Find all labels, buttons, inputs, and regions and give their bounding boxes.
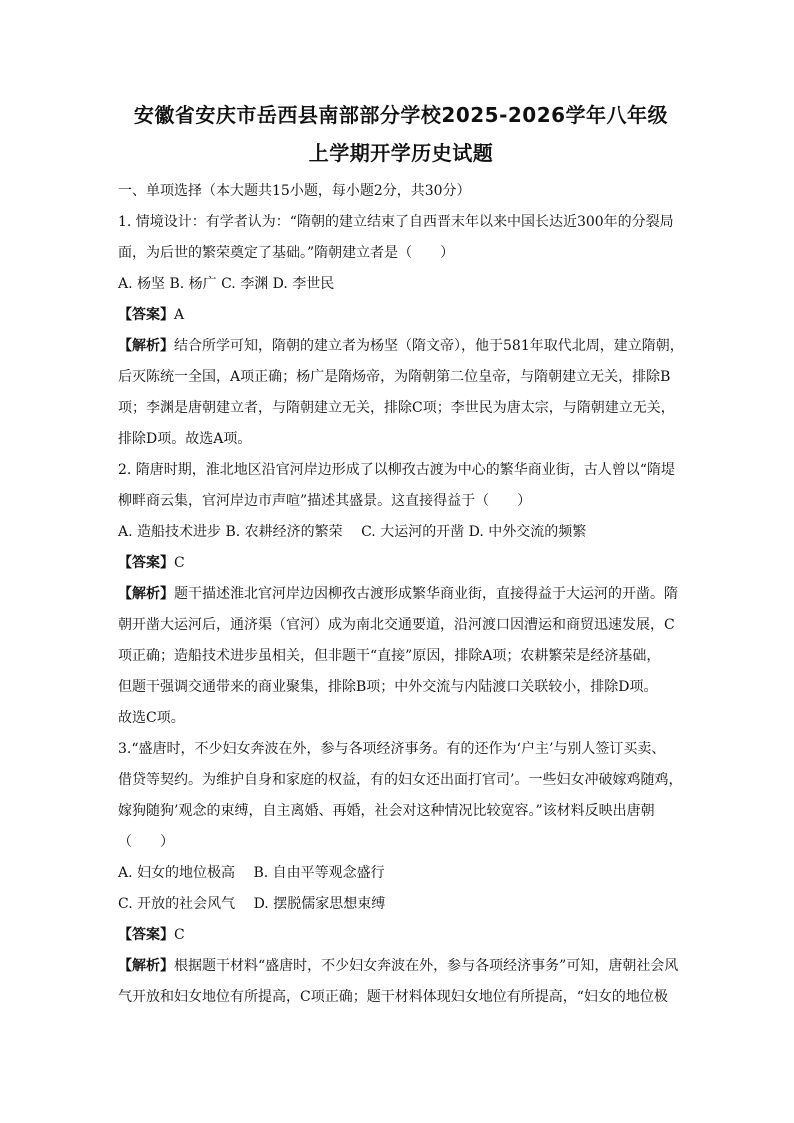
analysis-text: 结合所学可知，隋朝的建立者为杨坚（隋文帝），他于581年取代北周，建立隋朝， [174,338,684,354]
question-3-analysis-line-1 [118,951,684,982]
question-3-stem-line-4: （ ） [118,834,174,850]
question-3-stem-line-1: 3.“盛唐时，不少妇女奔波在外，参与各项经济事务。有的还作为‘户主’与别人签订买卖、 [118,741,666,757]
question-3-analysis-line-2: 气开放和妇女地位有所提高，C项正确；题干材料体现妇女地位有所提高，“妇女的地位极 [118,989,668,1005]
analysis-tag: 【解析】 [118,586,174,602]
question-2-stem-line-1: 2. 隋唐时期，淮北地区沿官河岸边形成了以柳孜古渡为中心的繁华商业街，古人曾以“隋堤 [118,462,675,478]
section-heading: 一、单项选择（本大题共15小题，每小题2分，共30分） [118,183,471,199]
question-1-analysis-line-1 [118,331,684,362]
question-2-analysis-line-2: 朝开凿大运河后，通济渠（官河）成为南北交通要道，沿河渡口因漕运和商贸迅速发展，C [118,617,675,633]
question-1-analysis-line-2: 后灭陈统一全国，A项正确；杨广是隋炀帝，为隋朝第二位皇帝，与隋朝建立无关，排除B [118,369,671,385]
question-1-stem-line-2: 面，为后世的繁荣奠定了基础。”隋朝建立者是（ ） [118,245,455,261]
question-1-analysis-line-3: 项；李渊是唐朝建立者，与隋朝建立无关，排除C项；李世民为唐太宗，与隋朝建立无关， [118,400,675,416]
question-2-analysis-line-4: 但题干强调交通带来的商业聚集，排除B项；中外交流与内陆渡口关联较小，排除D项。 [118,679,658,695]
question-3 [118,734,684,1013]
analysis-text: 题干描述淮北官河岸边因柳孜古渡形成繁华商业街，直接得益于大运河的开凿。隋 [174,586,678,602]
analysis-text: 根据题干材料“盛唐时，不少妇女奔波在外，参与各项经济事务”可知，唐朝社会风 [174,958,679,974]
question-3-options-line-1: A. 妇女的地位极高 B. 自由平等观念盛行 [118,865,385,881]
question-3-options-line-2: C. 开放的社会风气 D. 摆脱儒家思想束缚 [118,896,386,912]
question-1 [118,207,684,455]
question-2-stem-line-2: 柳畔商云集，官河岸边市声喧”描述其盛景。这直接得益于（ ） [118,493,532,509]
question-3-stem-line-3: 嫁狗随狗’观念的束缚，自主离婚、再婚，社会对这种情况比较宽容。”该材料反映出唐朝 [118,803,655,819]
question-1-options: A. 杨坚 B. 杨广 C. 李渊 D. 李世民 [118,276,335,292]
question-3-answer [118,920,684,951]
question-2-analysis-line-5: 故选C项。 [118,710,185,726]
answer-value: C [174,927,185,943]
analysis-tag: 【解析】 [118,338,174,354]
question-2-analysis-line-1 [118,579,684,610]
answer-tag: 【答案】 [118,927,174,943]
analysis-tag: 【解析】 [118,958,174,974]
question-3-stem-line-2: 借贷等契约。为维护自身和家庭的权益，有的妇女还出面打官司’。一些妇女冲破嫁鸡随鸡， [118,772,683,788]
answer-tag: 【答案】 [118,555,174,571]
question-1-answer [118,300,684,331]
exam-title [118,96,684,172]
question-2-answer [118,548,684,579]
question-2 [118,455,684,734]
answer-tag: 【答案】 [118,307,174,323]
question-1-analysis-line-4: 排除D项。故选A项。 [118,431,252,447]
answer-value: A [174,307,185,323]
exam-title-line-2: 上学期开学历史试题 [308,141,494,165]
exam-title-line-1: 安徽省安庆市岳西县南部部分学校2025-2026学年八年级 [133,103,669,127]
question-2-analysis-line-3: 项正确；造船技术进步虽相关，但非题干“直接”原因，排除A项；农耕繁荣是经济基础， [118,648,661,664]
question-2-options: A. 造船技术进步 B. 农耕经济的繁荣 C. 大运河的开凿 D. 中外交流的频繁 [118,524,587,540]
answer-value: C [174,555,185,571]
question-1-stem-line-1: 1. 情境设计：有学者认为：“隋朝的建立结束了自西晋末年以来中国长达近300年的分裂局 [118,214,674,230]
